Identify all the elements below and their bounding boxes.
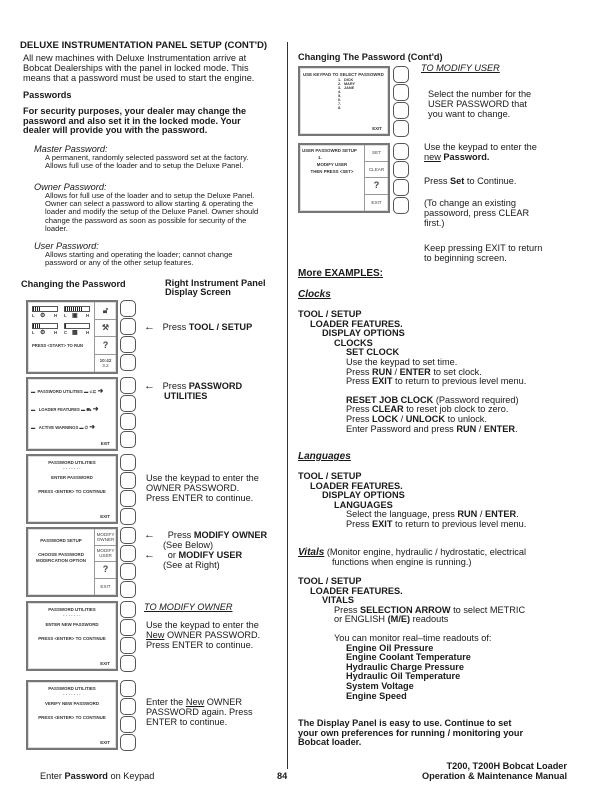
arrow-right-icon: ➜ (92, 406, 99, 413)
arrow-right-icon: ➜ (89, 424, 96, 431)
password-mask: · · · · · · · (63, 692, 81, 697)
softkey-column (393, 143, 409, 215)
left-arrow-icon: ← (144, 549, 155, 561)
gauge-hi-label: H (86, 330, 90, 335)
instr-text: to set clock. (430, 366, 482, 377)
softkey-2[interactable] (120, 472, 136, 489)
user-password-desc (34, 251, 232, 267)
instr-text: Press (346, 376, 373, 387)
softkey-4[interactable] (120, 354, 136, 371)
desc-line: Owner can select a password to allow starting & operating the (45, 199, 254, 209)
screen-line: VERIFY NEW PASSWORD (45, 701, 99, 706)
display-screen-password-setup (26, 527, 118, 597)
softkey-3[interactable] (120, 336, 136, 353)
instr-line: Press ENTER to continue. (146, 493, 254, 503)
display-screen-enter-new-password (26, 601, 118, 671)
clocks-heading: Clocks (298, 289, 331, 300)
user-number: 6. (338, 98, 342, 102)
instr-line: ENTER to continue. (146, 717, 228, 727)
instr-line: Use the keypad to enter the (424, 142, 537, 152)
vitals-heading: Vitals (298, 547, 325, 558)
to-modify-owner-heading: TO MODIFY OWNER (144, 602, 233, 612)
tool-setup-icon: ⚒ (95, 320, 116, 338)
security-line: dealer will provide you with the password. (23, 125, 208, 135)
security-line: password and also set it in the locked mode. Your (23, 115, 241, 126)
menu-label: LOADER FEATURES (38, 407, 80, 412)
clear-label: CLEAR (365, 162, 388, 179)
instr-text: OWNER PASSWORD. (164, 630, 261, 640)
user-name: DICK (344, 78, 354, 82)
caption-text: Enter (40, 771, 65, 781)
to-modify-user-heading: TO MODIFY USER (421, 63, 500, 73)
instr-text: to unlock. (445, 413, 487, 424)
gauge-lo-label: C (64, 330, 68, 335)
user-number: 5. (338, 94, 342, 98)
help-icon: ? (365, 178, 388, 195)
exit-label: EXIT (372, 126, 382, 131)
help-icon: ? (95, 337, 116, 355)
display-screen-run (26, 300, 118, 374)
exit-label: EXIT (100, 740, 110, 745)
loader-icon: ⛟ (86, 407, 92, 412)
instr-text: Enter the (146, 697, 186, 707)
instr-text: / (477, 509, 485, 520)
instr-text: to Continue. (464, 176, 517, 186)
instr-bold: RUN (457, 509, 478, 520)
instr-text: readouts (410, 614, 449, 625)
softkey-column (120, 601, 136, 673)
softkey-3[interactable] (120, 716, 136, 733)
instr-tool-setup (144, 322, 252, 332)
desc-line: Allows full use of the loader and to setup the Deluxe Panel. (45, 161, 244, 171)
instr-bold: UTILITIES (164, 391, 208, 401)
instr-text: to select METRIC (450, 604, 526, 615)
instr-text: Press (334, 604, 361, 615)
screen-title: PASSWORD UTILITIES (48, 607, 96, 612)
side-softkey-labels (364, 145, 388, 211)
menu-path-item: VITALS (322, 595, 354, 606)
user-number: 1. (338, 78, 342, 82)
instr-line: first.) (424, 218, 445, 228)
instr-bold: (M/E) (387, 614, 411, 625)
closing-paragraph (298, 719, 523, 748)
softkey-1[interactable] (120, 300, 136, 317)
owner-password-desc (34, 192, 258, 233)
warning-icon: ⏻ (84, 425, 89, 430)
instr-line: you want to change. (428, 109, 511, 119)
display-screen-enter-password (26, 454, 118, 524)
master-password-label: Master Password: (34, 144, 108, 154)
figure-caption (40, 771, 154, 781)
menu-label: ACTIVE WARNINGS (38, 425, 79, 430)
arrow-right-icon: ➜ (97, 388, 104, 395)
screen-line: PRESS <ENTER> TO CONTINUE (38, 715, 106, 720)
instr-bold: RUN (456, 423, 477, 434)
menu-path-item: TOOL / SETUP (298, 309, 362, 319)
softkey-modify-user[interactable] (120, 545, 136, 562)
softkey-2[interactable] (120, 619, 136, 636)
intro-line: All new machines with Deluxe Instrumentation arrive at (23, 53, 247, 63)
right-heading: Changing The Password (Cont'd) (298, 52, 443, 62)
menu-item-active-warnings: ▬ ACTIVE WARNINGS ▬ ⏻ ➜ (31, 424, 96, 431)
softkey-1[interactable] (393, 66, 409, 83)
menu-path-item: LANGUAGES (334, 499, 393, 510)
instr-line: Use the keypad to enter the (146, 620, 259, 630)
key-icon: ⊂⊏ (89, 389, 97, 394)
heading-line: Display Screen (165, 286, 231, 297)
softkey-exit[interactable] (393, 197, 409, 214)
softkey-3[interactable] (120, 490, 136, 507)
more-examples-heading: More EXAMPLES: (298, 268, 384, 279)
screen-title: PASSWORD UTILITIES (48, 686, 96, 691)
vitals-desc: (Monitor engine, hydraulic / hydrostatic, electrical (324, 547, 527, 557)
user-password-label: User Password: (34, 241, 99, 251)
intro-line: Bobcat Dealerships with the panel in locked mode. This (23, 63, 249, 73)
instr-bold: MODIFY USER (178, 550, 243, 560)
instr-line: (See Below) (163, 540, 214, 550)
gauge-lo-label: L (32, 330, 35, 335)
desc-line: change the password as soon as possible for security of the (45, 215, 247, 225)
screen-title: USER PASSOWRD SETUP (302, 148, 357, 153)
temperature-icon: ▦ (72, 330, 78, 336)
instr-text: . (516, 509, 519, 520)
instr-verify-owner (146, 697, 253, 727)
instr-text: / (398, 413, 406, 424)
screen-line: PRESS <ENTER> TO CONTINUE (38, 489, 106, 494)
user-number: 3. (338, 86, 342, 90)
user-name-list (344, 78, 355, 90)
modify-owner-label: MODIFY OWNER (95, 529, 116, 546)
exit-label: EXIT (100, 441, 110, 446)
instr-text: Select the language, press (346, 509, 458, 520)
menu-label: PASSWORD UTILITIES (37, 389, 83, 394)
manual-title-line: T200, T200H Bobcat Loader (446, 761, 567, 771)
clock-instr-line (298, 377, 526, 387)
gauge-hi-label: H (86, 313, 90, 318)
instr-text: or (167, 550, 179, 560)
security-note (23, 107, 246, 136)
instr-line: PASSWORD again. Press (146, 707, 253, 717)
instr-underlined: New (185, 697, 205, 707)
instr-bold: RUN (372, 366, 392, 377)
instr-bold: ENTER (399, 366, 431, 377)
instr-text: (Password required) (433, 394, 519, 405)
menu-path-item: DISPLAY OPTIONS (322, 490, 405, 501)
clock-sub: 3.2 (102, 363, 109, 369)
help-icon: ? (95, 562, 116, 579)
readout-item: Hydraulic Oil Temperature (346, 671, 461, 682)
instr-text: to reset job clock to zero. (403, 404, 509, 415)
instr-text: Press (346, 404, 373, 415)
gauge-lo-label: L (64, 313, 67, 318)
user-slot-number: 1. (318, 155, 322, 160)
exit-label: EXIT (100, 584, 111, 590)
user-number: 4. (338, 90, 342, 94)
select-number-instr (428, 89, 531, 119)
menu-path-item: LOADER FEATURES. (310, 585, 403, 596)
softkey-exit[interactable] (120, 581, 136, 598)
instr-text: / (476, 423, 484, 434)
menu-path-item: LOADER FEATURES. (310, 318, 403, 329)
owner-password-label: Owner Password: (34, 182, 107, 192)
menu-path-item: LOADER FEATURES. (310, 480, 403, 491)
softkey-2[interactable] (393, 84, 409, 101)
instr-text: Press (162, 381, 189, 391)
instr-modify-options (144, 530, 267, 570)
softkey-exit[interactable] (120, 734, 136, 751)
password-mask: · · · · · · · (63, 613, 81, 618)
modify-user-label: MODIFY USER (95, 546, 116, 563)
screen-line: THEN PRESS <SET> (310, 169, 354, 174)
instr-bold: PASSWORD (188, 381, 243, 391)
readout-item: Engine Oil Pressure (346, 642, 434, 653)
menu-path-item: TOOL / SETUP (298, 576, 362, 586)
instr-bold: SELECTION ARROW (360, 604, 451, 615)
vitals-section (298, 577, 525, 701)
desc-line: Allows starting and operating the loader; cannot change (45, 250, 233, 259)
softkey-tool-setup[interactable] (120, 318, 136, 335)
column-divider (287, 42, 288, 769)
readout-item: System Voltage (346, 680, 414, 691)
instr-new-owner (146, 620, 260, 650)
lock-icon: 🔓︎ (95, 302, 116, 320)
instr-text: or ENGLISH (334, 614, 388, 625)
master-password-desc (34, 154, 248, 170)
softkey-column (120, 454, 136, 526)
instr-text: Enter Password and press (346, 423, 457, 434)
run-prompt: PRESS <START> TO RUN (32, 343, 84, 348)
menu-path-item: TOOL / SETUP (298, 471, 362, 481)
menu-path-item: DISPLAY OPTIONS (322, 328, 405, 339)
softkey-exit[interactable] (120, 655, 136, 672)
left-arrow-icon: ← (144, 380, 155, 392)
instr-bold: TOOL / SETUP (188, 322, 253, 332)
instr-bold: RESET JOB CLOCK (346, 394, 434, 405)
instr-line: (To change an existing (424, 198, 516, 208)
keep-exit-instr (424, 243, 542, 263)
instr-text: Press (346, 518, 373, 529)
instr-line: (See at Right) (163, 560, 220, 570)
languages-heading: Languages (298, 451, 351, 462)
softkey-1[interactable] (120, 601, 136, 618)
instr-text: OWNER (204, 697, 243, 707)
softkey-password-utilities[interactable] (120, 377, 136, 394)
user-name: JANE (344, 86, 355, 90)
language-instr-line (298, 520, 526, 530)
master-password-block (34, 144, 248, 170)
softkey-set[interactable] (393, 143, 409, 160)
instr-password-utilities (144, 381, 242, 401)
instr-text: Press (424, 176, 451, 186)
softkey-2[interactable] (120, 698, 136, 715)
menu-path-item: CLOCKS (334, 337, 373, 348)
closing-line: The Display Panel is easy to use. Continue to set (298, 718, 512, 728)
changing-password-heading: Changing the Password (21, 279, 126, 289)
instr-line: Use the keypad to enter the (146, 473, 259, 483)
display-screen-select-user (298, 66, 390, 136)
display-screen-menu (26, 377, 118, 451)
softkey-1[interactable] (120, 454, 136, 471)
softkey-help[interactable] (120, 563, 136, 580)
desc-line: A permanent, randomly selected password set at the factory. (45, 153, 249, 162)
instr-line: passoword, press CLEAR (424, 208, 530, 218)
instr-text: Press (346, 413, 373, 424)
fuel-icon: ▣ (72, 313, 78, 319)
screen-line: ENTER PASSWORD (51, 475, 93, 480)
clock-instr-line (298, 425, 526, 435)
screen-line: MODIFICATION OPTION (36, 558, 86, 563)
screen-title: USE KEYPAD TO SELECT PASSOWRD (303, 72, 384, 77)
closing-line: Bobcat loader. (298, 737, 362, 748)
softkey-column (120, 680, 136, 752)
caption-bold: Password (64, 771, 108, 781)
exit-label: EXIT (100, 661, 110, 666)
instr-bold: EXIT (372, 376, 393, 387)
softkey-3[interactable] (393, 102, 409, 119)
instr-line: Select the number for the (428, 89, 532, 99)
set-label: SET (365, 145, 388, 162)
side-softkey-labels (94, 529, 116, 595)
manual-title (422, 762, 567, 781)
softkey-3[interactable] (120, 637, 136, 654)
instr-underlined: new (424, 152, 441, 162)
user-number-list (338, 78, 341, 110)
clock-instr-line: Use the keypad to set time. (346, 356, 458, 367)
side-softkey-labels (94, 302, 116, 372)
user-number: 2. (338, 82, 342, 86)
screen-line: PRESS <ENTER> TO CONTINUE (38, 636, 106, 641)
instr-text: . (515, 423, 518, 434)
password-mask: · · · · · · · (63, 466, 81, 471)
instr-bold: ENTER (483, 423, 516, 434)
instr-bold: Set (450, 176, 465, 186)
left-arrow-icon: ← (144, 529, 155, 541)
readout-item: Engine Speed (346, 690, 407, 701)
clock-readout (95, 355, 116, 373)
instr-line: USER PASSWORD that (428, 99, 527, 109)
intro-paragraph (23, 53, 254, 83)
desc-line: loader. (45, 223, 68, 233)
instr-bold: Password. (443, 152, 490, 162)
screen-line: CHOOSE PASSWORD (38, 552, 84, 557)
softkey-exit[interactable] (120, 431, 136, 448)
gauge-lo-label: L (32, 313, 35, 318)
instr-text: / (391, 366, 400, 377)
display-screen-user-setup (298, 143, 390, 213)
softkey-active-warnings[interactable] (120, 413, 136, 430)
menu-item-loader-features: ▬ LOADER FEATURES ▬ ⛟ ➜ (31, 406, 99, 413)
softkey-exit[interactable] (393, 120, 409, 137)
hydraulic-icon: ⚙ (40, 330, 46, 336)
passwords-heading: Passwords (23, 90, 72, 100)
owner-password-block (34, 182, 258, 233)
instr-line: Keep pressing EXIT to return (424, 243, 543, 253)
softkey-column (120, 377, 136, 449)
keypad-new-instr (424, 142, 537, 162)
languages-section (298, 472, 526, 530)
softkey-modify-owner[interactable] (120, 527, 136, 544)
instr-bold: CLEAR (372, 404, 404, 415)
menu-item-password-utilities: ▬ PASSWORD UTILITIES ▬ ⊂⊏ ➜ (31, 388, 104, 395)
vitals-instr-line (298, 615, 525, 625)
user-number: 7. (338, 102, 342, 106)
instr-underlined: New (146, 630, 165, 640)
softkey-column (120, 527, 136, 599)
left-arrow-icon: ← (144, 321, 155, 333)
press-set-instr (424, 176, 516, 186)
manual-title-line: Operation & Maintenance Manual (422, 770, 567, 781)
desc-line: loader and modify the setup of the Deluxe Panel. Owner should (45, 207, 259, 217)
instr-line: Press ENTER to continue. (146, 640, 254, 650)
softkey-column (393, 66, 409, 138)
instr-text: Press (346, 366, 373, 377)
instr-bold: MODIFY OWNER (193, 530, 268, 540)
instr-bold: ENTER (484, 509, 517, 520)
section-title: DELUXE INSTRUMENTATION PANEL SETUP (CONT'D) (20, 40, 268, 51)
exit-label: EXIT (371, 200, 382, 206)
softkey-clear[interactable] (393, 161, 409, 178)
screen-line: ENTER NEW PASSWORD (45, 622, 99, 627)
readout-item: Hydraulic Charge Pressure (346, 661, 464, 672)
security-line: For security purposes, your dealer may change the (23, 106, 247, 116)
instr-text: Press (167, 530, 194, 540)
instr-bold: EXIT (372, 518, 393, 529)
right-panel-heading (165, 279, 266, 296)
vitals-heading-block (298, 548, 526, 567)
gauge-hi-label: H (54, 330, 58, 335)
instr-bold: LOCK (372, 413, 399, 424)
instr-line: to beginning screen. (424, 253, 507, 263)
instr-text: to return to previous level menu. (392, 518, 527, 529)
instr-text: to return to previous level menu. (392, 376, 527, 387)
desc-line: Allows for full use of the loader and to setup the Deluxe Panel. (45, 191, 255, 200)
instr-bold: UNLOCK (405, 413, 446, 424)
clocks-section (298, 310, 526, 434)
softkey-1[interactable] (120, 680, 136, 697)
caption-text: on Keypad (107, 771, 155, 781)
softkey-loader-features[interactable] (120, 395, 136, 412)
vitals-desc: functions when engine is running.) (332, 556, 472, 567)
vitals-monitor-line: You can monitor real–time readouts of: (334, 632, 492, 643)
screen-title: PASSWORD UTILITIES (48, 460, 96, 465)
instr-owner-password (146, 473, 259, 503)
exit-label: EXIT (100, 514, 110, 519)
instr-line: OWNER PASSWORD. (146, 483, 240, 493)
menu-path-item: SET CLOCK (346, 347, 400, 358)
closing-line: your own preferences for running / monitoring your (298, 727, 524, 738)
heading-line: Right Instrument Panel (165, 278, 266, 288)
desc-line: password or any of the other setup features. (45, 258, 194, 268)
engine-icon: ⚙ (40, 313, 46, 319)
clock-time: 10:42 (99, 358, 112, 364)
change-existing-instr (424, 198, 529, 228)
user-number: 8. (338, 106, 342, 110)
screen-line: MODIFY USER (316, 162, 348, 167)
softkey-column (120, 300, 136, 372)
user-password-block (34, 241, 232, 267)
screen-title: PASSWORD SETUP (40, 538, 82, 543)
display-screen-verify-password (26, 680, 118, 750)
intro-line: means that a password must be used to start the engine. (23, 73, 255, 83)
readout-item: Engine Coolant Temperature (346, 652, 471, 663)
instr-text: Press (162, 322, 189, 332)
user-name: MARY (344, 82, 356, 86)
gauge-hi-label: H (54, 313, 58, 318)
page-number: 84 (277, 771, 288, 781)
softkey-exit[interactable] (120, 508, 136, 525)
softkey-help[interactable] (393, 179, 409, 196)
